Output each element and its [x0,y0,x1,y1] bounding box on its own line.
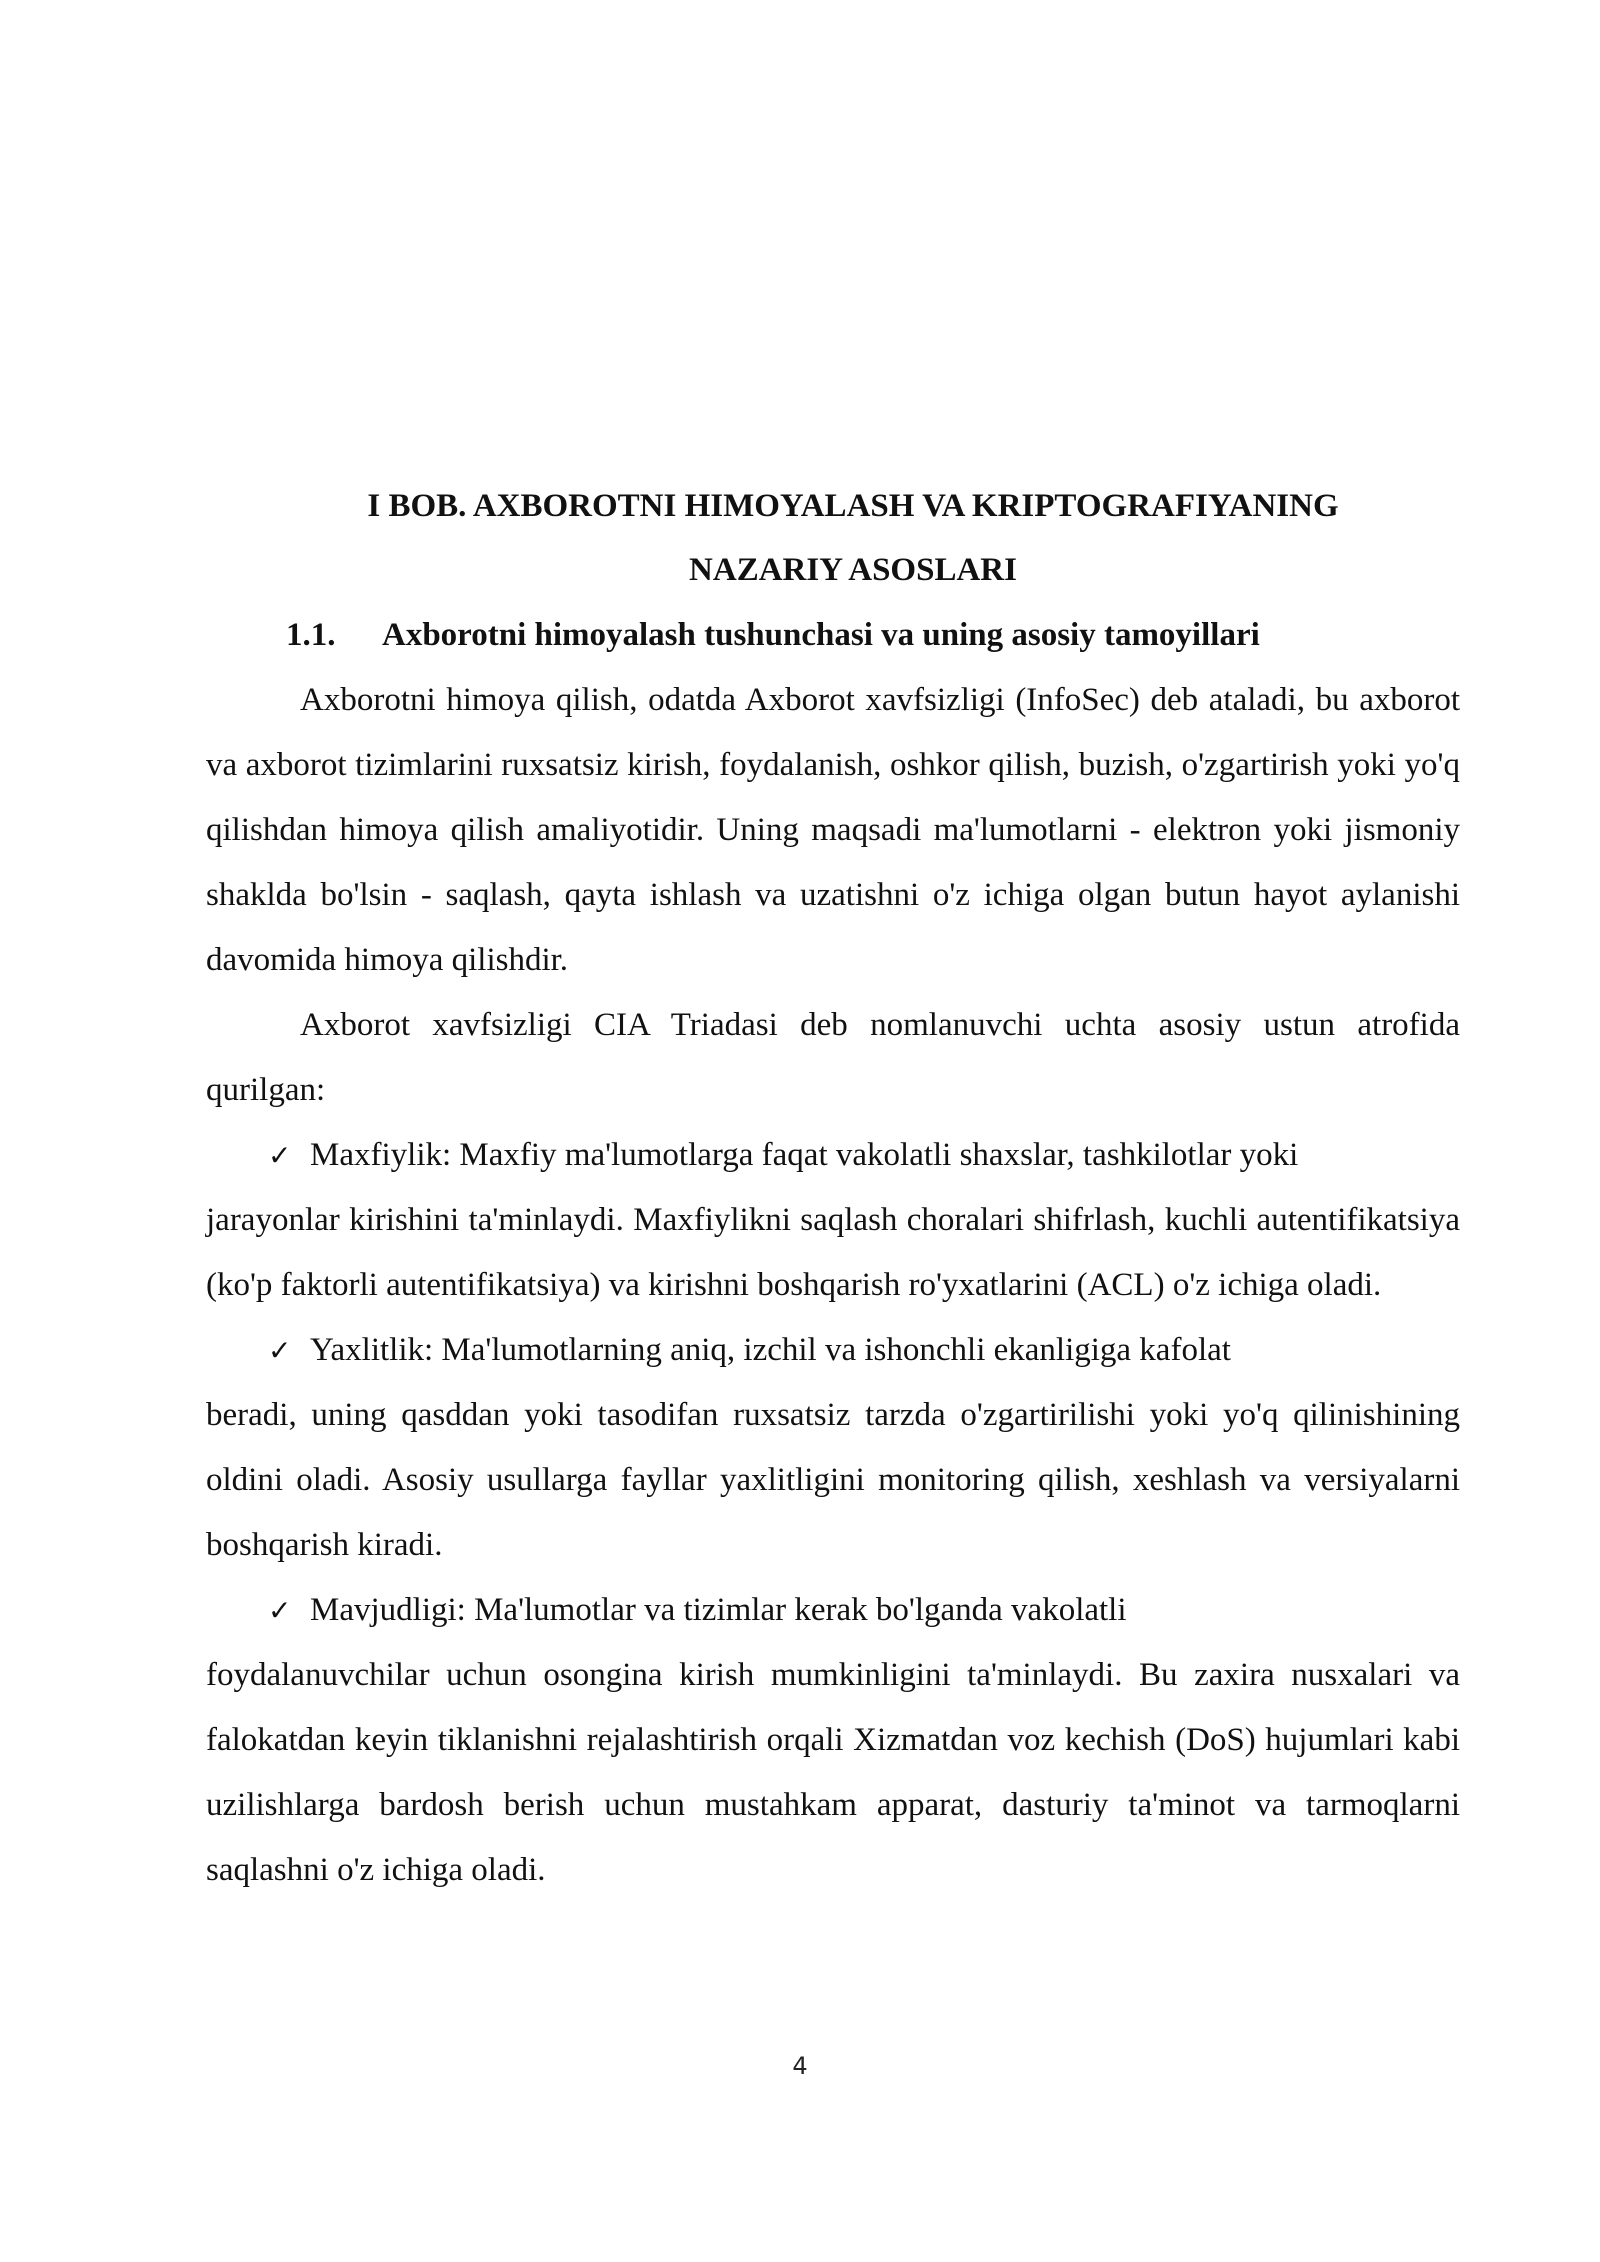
list-item-first-line [206,1318,1460,1383]
section-heading [206,602,1460,668]
list-item-lead: Mavjudligi: Ma'lumotlar va tizimlar kerak bo'lganda vakolatli [310,1592,1127,1628]
section-title: Axborotni himoyalash tushunchasi va uning asosiy tamoyillari [382,617,1260,653]
page-content [206,474,1460,1903]
list-item-lead: Maxfiylik: Maxfiy ma'lumotlarga faqat vakolatli shaxslar, tashkilotlar yoki [310,1137,1299,1173]
list-item-first-line [206,1578,1460,1643]
list-item-integrity [206,1318,1460,1578]
paragraph-cia-triad-intro: Axborot xavfsizligi CIA Triadasi deb nomlanuvchi uchta asosiy ustun atrofida qurilgan: [206,1007,1460,1108]
chapter-title-line-2: NAZARIY ASOSLARI [689,552,1017,588]
checkmark-icon: ✓ [268,1594,292,1627]
section-number: 1.1. [286,617,336,653]
chapter-title [206,474,1460,602]
page-number: 4 [792,2052,808,2080]
list-item-first-line [206,1123,1460,1188]
checkmark-icon: ✓ [268,1334,292,1367]
list-item-body: beradi, uning qasddan yoki tasodifan ruxsatsiz tarzda o'zgartirilishi yoki yo'q qilinishining oldini oladi. Asosiy usullarga fayllar yaxlitligini monitoring qilish, xeshlash va versiyalarni boshqarish kiradi. [206,1397,1460,1563]
list-item-body: jarayonlar kirishini ta'minlaydi. Maxfiylikni saqlash choralari shifrlash, kuchli autentifikatsiya (ko'p faktorli autentifikatsiya) va kirishni boshqarish ro'yxatlarini (ACL) o'z ichiga oladi. [206,1202,1460,1303]
list-item-lead: Yaxlitlik: Ma'lumotlarning aniq, izchil va ishonchli ekanligiga kafolat [310,1332,1231,1368]
paragraph-infosec-definition: Axborotni himoya qilish, odatda Axborot xavfsizligi (InfoSec) deb ataladi, bu axborot va axborot tizimlarini ruxsatsiz kirish, foydalanish, oshkor qilish, buzish, o'zgartirish yoki yo'q qilishdan himoya qilish amaliyotidir. Uning maqsadi ma'lumotlarni - elektron yoki jismoniy shaklda bo'lsin - saqlash, qayta ishlash va uzatishni o'z ichiga olgan butun hayot aylanishi davomida himoya qilishdir. [206,682,1460,978]
list-item-confidentiality [206,1123,1460,1318]
list-item-body: foydalanuvchilar uchun osongina kirish mumkinligini ta'minlaydi. Bu zaxira nusxalari va falokatdan keyin tiklanishni rejalashtirish orqali Xizmatdan voz kechish (DoS) hujumlari kabi uzilishlarga bardosh berish uchun mustahkam apparat, dasturiy ta'minot va tarmoqlarni saqlashni o'z ichiga oladi. [206,1657,1460,1888]
checkmark-icon: ✓ [268,1139,292,1172]
list-item-availability [206,1578,1460,1903]
chapter-title-line-1: I BOB. AXBOROTNI HIMOYALASH VA KRIPTOGRAFIYANING [367,488,1339,524]
